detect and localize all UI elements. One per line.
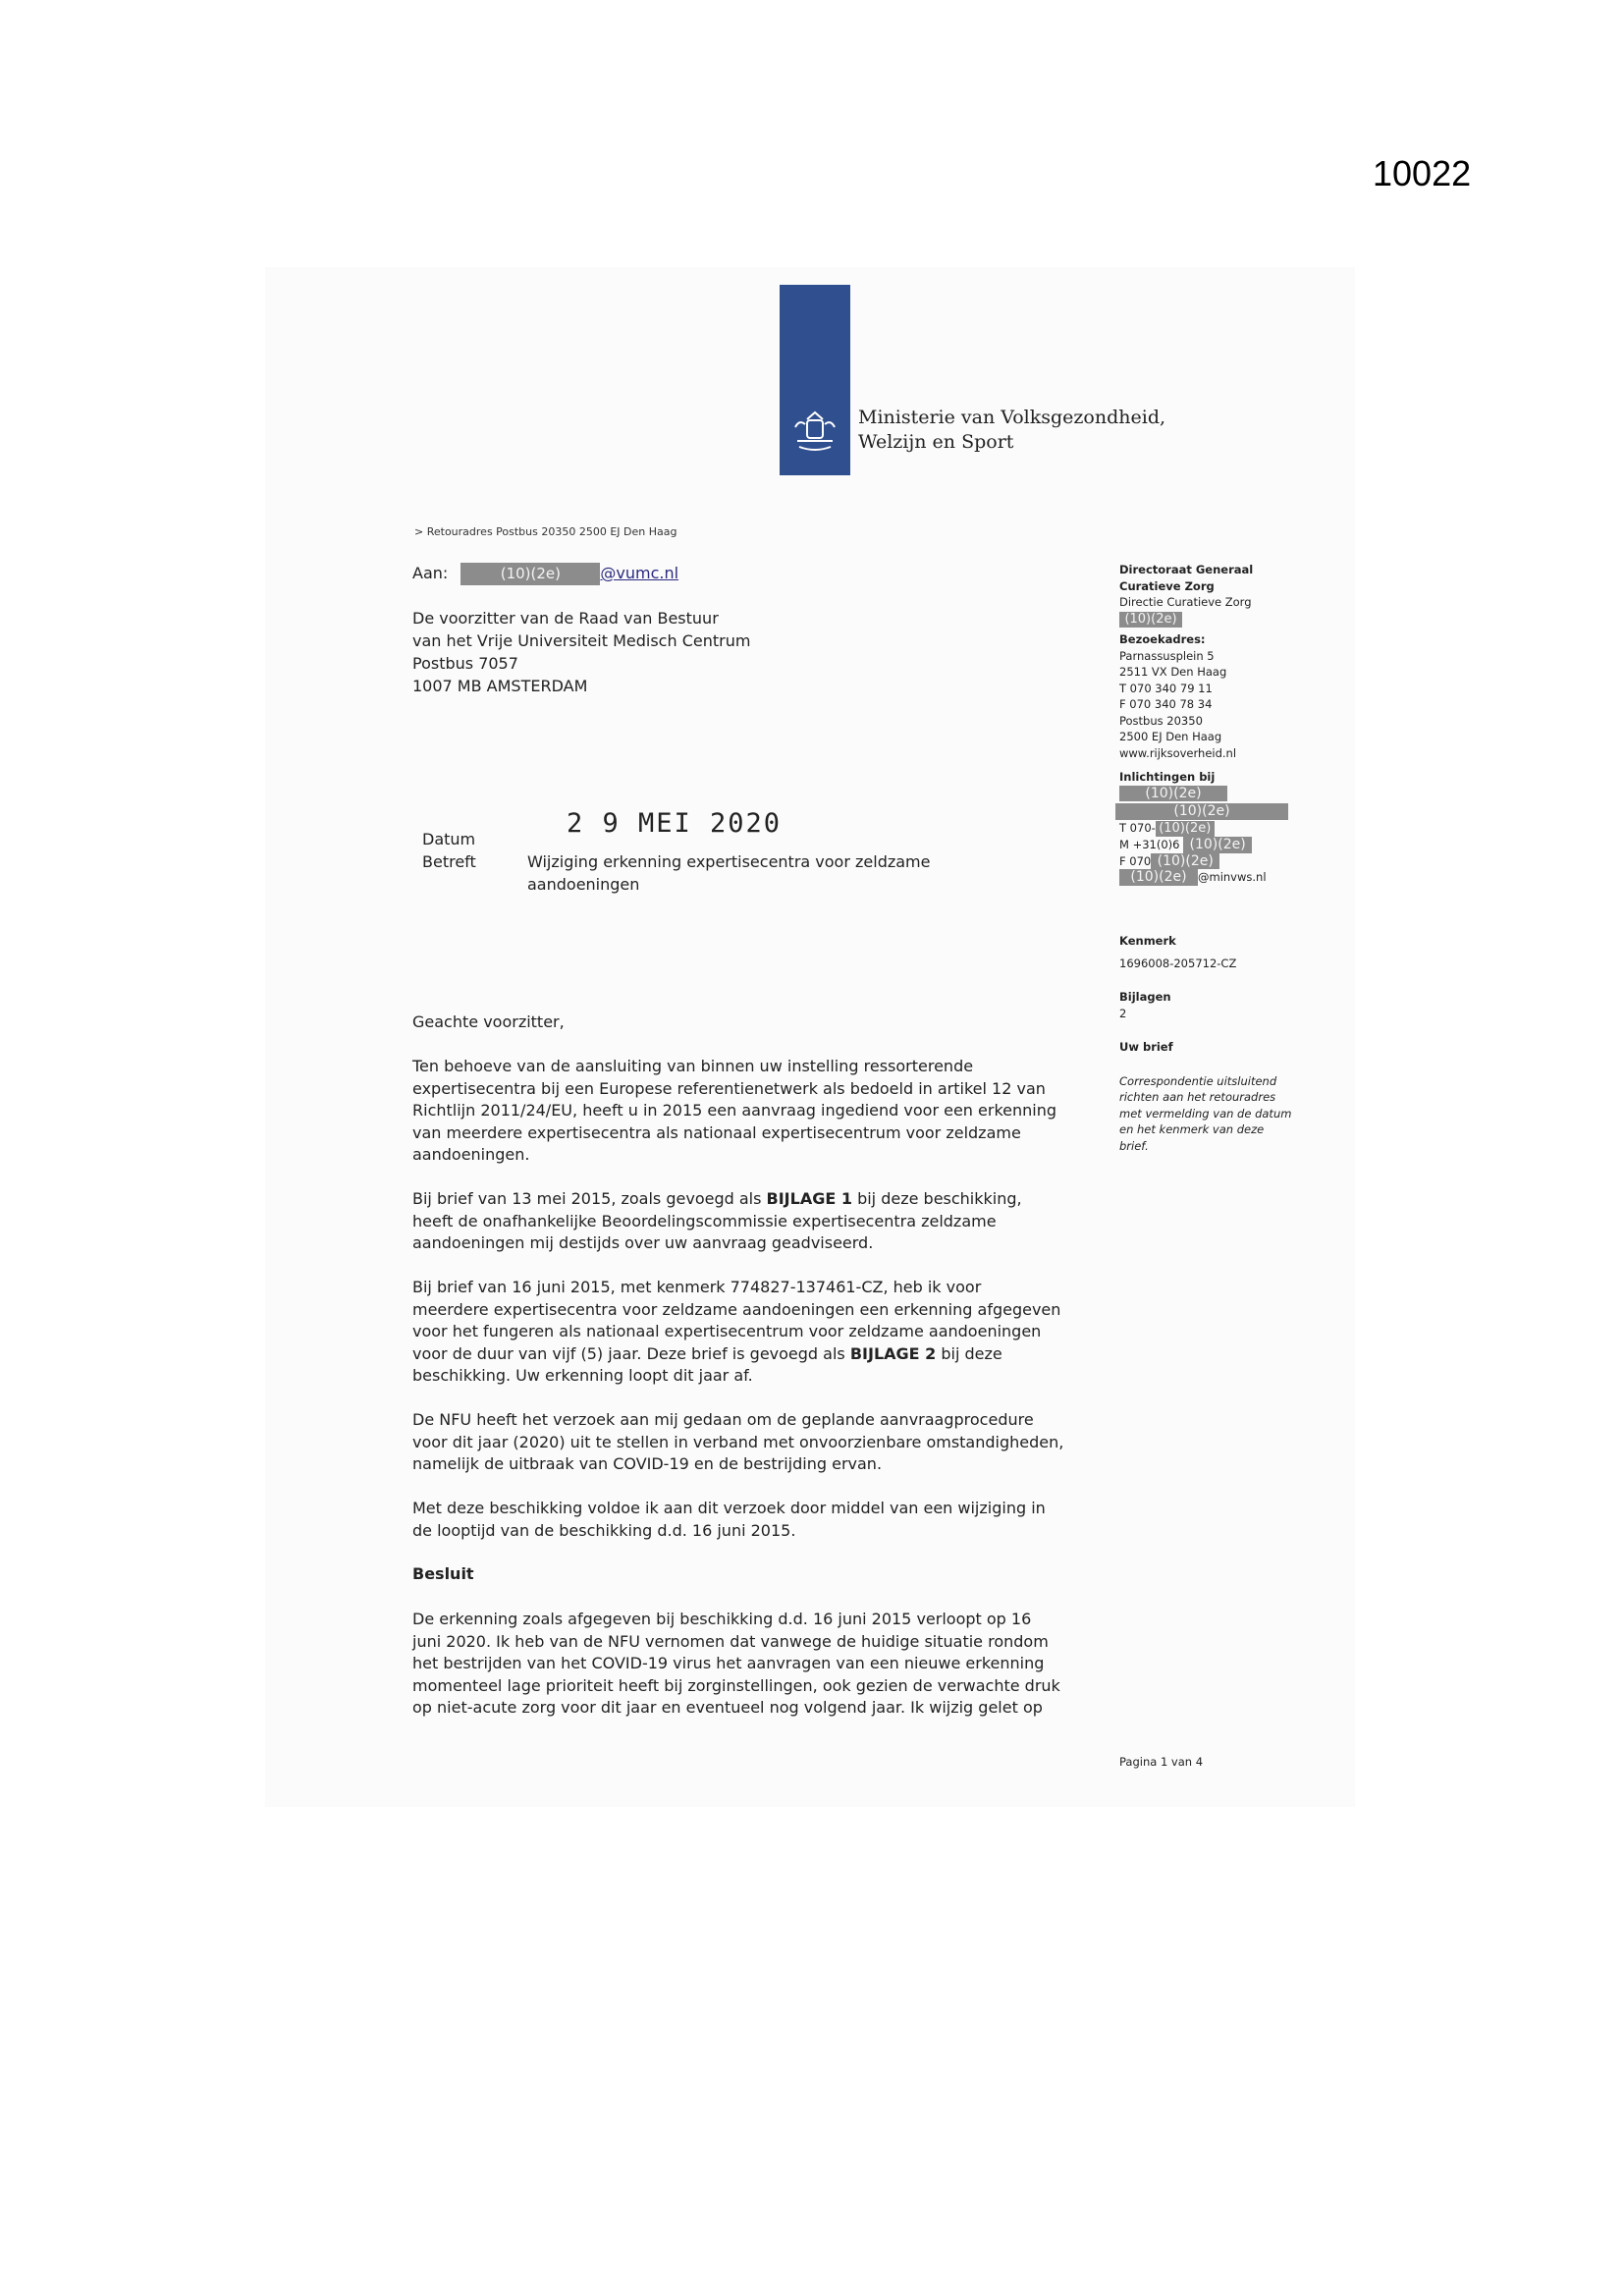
text-line: Bij brief van 16 juni 2015, met kenmerk 774827-137461-CZ, heb ik voor <box>412 1278 982 1296</box>
inlichtingen-label: Inlichtingen bij <box>1119 770 1216 784</box>
bezoek-line: Parnassusplein 5 <box>1119 648 1215 663</box>
ministry-name <box>858 406 1165 455</box>
page-number: 10022 <box>1373 153 1472 193</box>
text-line <box>412 1343 1100 1366</box>
redacted-block: (10)(2e) <box>1119 786 1227 802</box>
bezoek-line: 2500 EJ Den Haag <box>1119 730 1222 743</box>
datum-label: Datum <box>422 830 476 848</box>
text-line: momenteel lage prioriteit heeft bij zorginstellingen, ook gezien de verwachte druk <box>412 1675 1060 1695</box>
return-address: > Retouradres Postbus 20350 2500 EJ Den Haag <box>414 525 677 538</box>
text-line: Met deze beschikking voldoe ik aan dit verzoek door middel van een wijziging in <box>412 1499 1046 1517</box>
redacted-block: (10)(2e) <box>1115 803 1288 820</box>
text-line: De erkenning zoals afgegeven bij beschikking d.d. 16 juni 2015 verloopt op 16 <box>412 1610 1032 1628</box>
paragraph-5 <box>412 1498 1100 1542</box>
bezoek-label: Bezoekadres: <box>1119 632 1206 646</box>
text-line: de looptijd van de beschikking d.d. 16 juni 2015. <box>412 1520 796 1540</box>
betreft-subject <box>527 850 930 896</box>
betreft-label: Betreft <box>422 852 476 871</box>
paragraph-2 <box>412 1188 1100 1255</box>
text-line: voor het fungeren als nationaal expertisecentrum voor zeldzame aandoeningen <box>412 1322 1042 1340</box>
text-line: op niet-acute zorg voor dit jaar en eventueel nog volgend jaar. Ik wijzig gelet op <box>412 1698 1043 1717</box>
text-span: voor de duur van vijf (5) jaar. Deze brief is gevoegd als <box>412 1343 850 1363</box>
kenmerk-label: Kenmerk <box>1119 934 1176 948</box>
text-span: bij deze <box>936 1343 1002 1363</box>
text-line: het bestrijden van het COVID-19 virus het aanvragen van een nieuwe erkenning <box>412 1654 1045 1672</box>
recipient-line: 1007 MB AMSTERDAM <box>412 677 588 695</box>
bezoek-line: F 070 340 78 34 <box>1119 697 1213 711</box>
recipient-address <box>412 607 750 697</box>
date-stamp: 2 9 MEI 2020 <box>567 808 783 839</box>
note-line: Correspondentie uitsluitend <box>1119 1073 1277 1088</box>
crest-icon <box>785 408 844 453</box>
betreft-line: aandoeningen <box>527 875 640 894</box>
text-line: van meerdere expertisecentra als nationaal expertisecentrum voor zeldzame <box>412 1122 1021 1142</box>
text-line: De NFU heeft het verzoek aan mij gedaan om de geplande aanvraagprocedure <box>412 1410 1034 1429</box>
redacted-block: (10)(2e) <box>1119 869 1198 886</box>
bezoek-line: 2511 VX Den Haag <box>1119 665 1227 679</box>
note-line: en het kenmerk van deze <box>1119 1122 1265 1136</box>
sidebar-kenmerk <box>1119 933 1291 1154</box>
ministry-name-line2: Welzijn en Sport <box>858 431 1014 453</box>
note-line: richten aan het retouradres <box>1119 1090 1276 1104</box>
email-domain: @vumc.nl <box>600 564 679 582</box>
text-span: Bij brief van 13 mei 2015, zoals gevoegd als <box>412 1189 767 1208</box>
bijlage-2-ref: BIJLAGE 2 <box>849 1343 937 1363</box>
sidebar-sender <box>1119 562 1288 886</box>
redacted-block: (10)(2e) <box>1119 612 1182 629</box>
text-line: Richtlijn 2011/24/EU, heeft u in 2015 een aanvraag ingediend voor een erkenning <box>412 1101 1057 1120</box>
text-line: voor dit jaar (2020) uit te stellen in verband met onvoorzienbare omstandigheden, <box>412 1432 1064 1451</box>
bezoek-line: T 070 340 79 11 <box>1119 681 1213 695</box>
t-prefix: T 070- <box>1119 820 1156 835</box>
section-heading: Besluit <box>412 1564 474 1583</box>
text-line: Ten behoeve van de aansluiting van binnen uw instelling ressorterende <box>412 1057 974 1075</box>
bijlagen-label: Bijlagen <box>1119 990 1171 1004</box>
text-line: juni 2020. Ik heb van de NFU vernomen dat vanwege de huidige situatie rondom <box>412 1631 1049 1651</box>
email-suffix: @minvws.nl <box>1198 870 1267 884</box>
ministry-name-line1: Ministerie van Volksgezondheid, <box>858 407 1166 428</box>
uwbrief-label: Uw brief <box>1119 1040 1173 1054</box>
text-line: heeft de onafhankelijke Beoordelingscommissie expertisecentra zeldzame <box>412 1211 997 1230</box>
paragraph-6 <box>412 1609 1100 1720</box>
paragraph-3 <box>412 1277 1100 1388</box>
note-line: met vermelding van de datum <box>1119 1106 1292 1121</box>
text-line: namelijk de uitbraak van COVID-19 en de bestrijding ervan. <box>412 1454 883 1473</box>
m-prefix: M +31(0)6 <box>1119 838 1180 851</box>
note-line: brief. <box>1119 1138 1149 1153</box>
text-span: bij deze beschikking, <box>851 1189 1022 1208</box>
page-indicator: Pagina 1 van 4 <box>1119 1755 1204 1769</box>
text-line: aandoeningen mij destijds over uw aanvraag geadviseerd. <box>412 1233 874 1252</box>
recipient-email-line <box>412 562 678 585</box>
redacted-block: (10)(2e) <box>1183 837 1252 853</box>
redacted-block: (10)(2e) <box>1151 853 1219 870</box>
recipient-line: van het Vrije Universiteit Medisch Centrum <box>412 631 751 650</box>
bijlage-1-ref: BIJLAGE 1 <box>766 1189 852 1208</box>
text-line: aandoeningen. <box>412 1145 530 1164</box>
f-prefix: F 070 <box>1119 853 1152 868</box>
bezoek-line: Postbus 20350 <box>1119 713 1203 728</box>
recipient-line: Postbus 7057 <box>412 654 518 673</box>
salutation: Geachte voorzitter, <box>412 1012 565 1031</box>
text-line: expertisecentra bij een Europese referentienetwerk als bedoeld in artikel 12 van <box>412 1078 1046 1098</box>
redacted-email: (10)(2e) <box>460 563 600 585</box>
directie: Directie Curatieve Zorg <box>1119 595 1252 609</box>
dg-line: Directoraat Generaal <box>1119 563 1254 576</box>
paragraph-4 <box>412 1409 1100 1476</box>
text-line: beschikking. Uw erkenning loopt dit jaar af. <box>412 1366 753 1385</box>
bezoek-line: www.rijksoverheid.nl <box>1119 745 1237 760</box>
text-line: meerdere expertisecentra voor zeldzame aandoeningen een erkenning afgegeven <box>412 1299 1061 1319</box>
aan-label: Aan: <box>412 564 449 582</box>
redacted-block: (10)(2e) <box>1156 821 1215 838</box>
betreft-line: Wijziging erkenning expertisecentra voor zeldzame <box>527 852 931 871</box>
bijlagen-value: 2 <box>1119 1006 1127 1020</box>
dg-line: Curatieve Zorg <box>1119 578 1215 593</box>
text-line <box>412 1188 1100 1211</box>
recipient-line: De voorzitter van de Raad van Bestuur <box>412 609 719 628</box>
kenmerk-value: 1696008-205712-CZ <box>1119 956 1237 970</box>
paragraph-1 <box>412 1056 1100 1167</box>
